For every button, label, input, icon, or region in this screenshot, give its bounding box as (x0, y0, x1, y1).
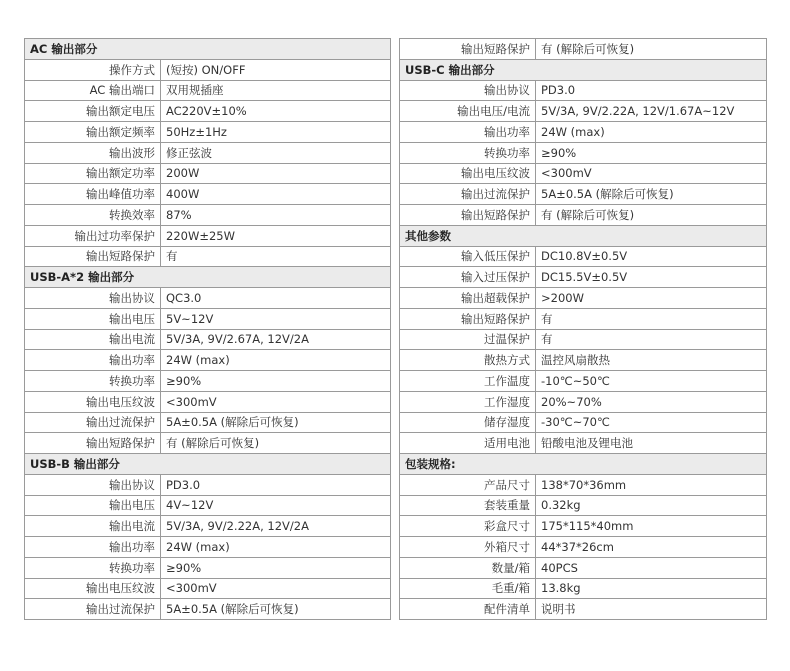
spec-value: 有 (536, 308, 767, 329)
spec-row (25, 371, 391, 392)
section-title: 包装规格: (400, 454, 767, 475)
spec-label: 输出波形 (25, 142, 161, 163)
spec-label: 散热方式 (400, 350, 536, 371)
spec-value: 有 (解除后可恢复) (536, 205, 767, 226)
spec-label: 过温保护 (400, 329, 536, 350)
spec-row (400, 599, 767, 620)
spec-label: 输出过功率保护 (25, 225, 161, 246)
spec-label: 输出功率 (25, 537, 161, 558)
right-spec-table (399, 38, 767, 620)
spec-label: 产品尺寸 (400, 474, 536, 495)
spec-value: 5V/3A, 9V/2.67A, 12V/2A (161, 329, 391, 350)
spec-row (400, 578, 767, 599)
spec-row (25, 474, 391, 495)
spec-row (25, 557, 391, 578)
spec-value: 24W (max) (536, 122, 767, 143)
spec-value: 20%~70% (536, 391, 767, 412)
spec-value: 87% (161, 205, 391, 226)
spec-value: 44*37*26cm (536, 537, 767, 558)
spec-label: 配件清单 (400, 599, 536, 620)
spec-label: 储存湿度 (400, 412, 536, 433)
spec-label: 输出电流 (25, 516, 161, 537)
spec-label: 输入过压保护 (400, 267, 536, 288)
spec-row (25, 433, 391, 454)
spec-row (25, 516, 391, 537)
spec-row (400, 267, 767, 288)
spec-row (25, 80, 391, 101)
spec-value: 200W (161, 163, 391, 184)
spec-label: 输出额定电压 (25, 101, 161, 122)
spec-value: 说明书 (536, 599, 767, 620)
spec-value: 修正弦波 (161, 142, 391, 163)
spec-row (400, 329, 767, 350)
spec-value: (短按) ON/OFF (161, 59, 391, 80)
spec-row (25, 122, 391, 143)
section-title: AC 输出部分 (25, 39, 391, 60)
spec-value: 铅酸电池及锂电池 (536, 433, 767, 454)
spec-row (400, 433, 767, 454)
spec-row (25, 495, 391, 516)
spec-row (25, 599, 391, 620)
spec-label: 输出协议 (25, 474, 161, 495)
spec-row (25, 101, 391, 122)
spec-row (400, 142, 767, 163)
section-header-row (400, 59, 767, 80)
spec-label: 输出峰值功率 (25, 184, 161, 205)
spec-value: 400W (161, 184, 391, 205)
spec-value: 138*70*36mm (536, 474, 767, 495)
spec-value: 220W±25W (161, 225, 391, 246)
spec-row (400, 39, 767, 60)
spec-value: -10℃~50℃ (536, 371, 767, 392)
spec-value: QC3.0 (161, 288, 391, 309)
spec-row (400, 391, 767, 412)
spec-value: 5A±0.5A (解除后可恢复) (161, 599, 391, 620)
spec-value: -30℃~70℃ (536, 412, 767, 433)
spec-value: 双用规插座 (161, 80, 391, 101)
spec-row (25, 163, 391, 184)
spec-row (25, 578, 391, 599)
spec-label: 输出电压/电流 (400, 101, 536, 122)
spec-value: PD3.0 (161, 474, 391, 495)
spec-row (25, 412, 391, 433)
section-title: USB-A*2 输出部分 (25, 267, 391, 288)
spec-row (400, 537, 767, 558)
spec-label: 彩盒尺寸 (400, 516, 536, 537)
spec-row (400, 474, 767, 495)
spec-value: >200W (536, 288, 767, 309)
spec-row (400, 246, 767, 267)
spec-label: 毛重/箱 (400, 578, 536, 599)
spec-row (400, 288, 767, 309)
spec-label: AC 输出端口 (25, 80, 161, 101)
spec-label: 输出协议 (400, 80, 536, 101)
spec-value: 有 (解除后可恢复) (161, 433, 391, 454)
spec-value: 175*115*40mm (536, 516, 767, 537)
spec-row (400, 371, 767, 392)
spec-value: DC15.5V±0.5V (536, 267, 767, 288)
spec-row (25, 288, 391, 309)
spec-row (25, 350, 391, 371)
spec-value: 有 (解除后可恢复) (536, 39, 767, 60)
spec-row (25, 329, 391, 350)
spec-value: ≥90% (161, 371, 391, 392)
spec-value: PD3.0 (536, 80, 767, 101)
spec-value: AC220V±10% (161, 101, 391, 122)
spec-label: 输出短路保护 (400, 205, 536, 226)
spec-label: 输出过流保护 (25, 412, 161, 433)
spec-value: 40PCS (536, 557, 767, 578)
spec-label: 输出协议 (25, 288, 161, 309)
spec-label: 转换功率 (400, 142, 536, 163)
spec-row (400, 350, 767, 371)
spec-label: 输出短路保护 (400, 39, 536, 60)
spec-label: 输出短路保护 (25, 246, 161, 267)
spec-label: 输出电压 (25, 308, 161, 329)
spec-row (25, 391, 391, 412)
spec-label: 输出短路保护 (25, 433, 161, 454)
spec-row (25, 308, 391, 329)
spec-label: 输出电压纹波 (25, 578, 161, 599)
spec-value: <300mV (161, 391, 391, 412)
spec-row (25, 225, 391, 246)
spec-label: 输出超载保护 (400, 288, 536, 309)
spec-label: 输出电流 (25, 329, 161, 350)
spec-value: 有 (536, 329, 767, 350)
spec-value: 50Hz±1Hz (161, 122, 391, 143)
spec-row (400, 184, 767, 205)
spec-value: ≥90% (536, 142, 767, 163)
spec-row (400, 205, 767, 226)
spec-label: 输入低压保护 (400, 246, 536, 267)
section-header-row (25, 267, 391, 288)
section-header-row (25, 39, 391, 60)
spec-value: 5A±0.5A (解除后可恢复) (536, 184, 767, 205)
spec-label: 工作湿度 (400, 391, 536, 412)
spec-row (400, 122, 767, 143)
spec-row (25, 205, 391, 226)
spec-label: 转换功率 (25, 557, 161, 578)
section-title: 其他参数 (400, 225, 767, 246)
spec-value: 有 (161, 246, 391, 267)
section-title: USB-C 输出部分 (400, 59, 767, 80)
spec-label: 工作温度 (400, 371, 536, 392)
section-title: USB-B 输出部分 (25, 454, 391, 475)
spec-value: 0.32kg (536, 495, 767, 516)
spec-row (400, 412, 767, 433)
spec-value: 5V/3A, 9V/2.22A, 12V/2A (161, 516, 391, 537)
spec-label: 转换效率 (25, 205, 161, 226)
spec-value: DC10.8V±0.5V (536, 246, 767, 267)
spec-row (400, 516, 767, 537)
spec-row (400, 495, 767, 516)
spec-label: 输出过流保护 (25, 599, 161, 620)
spec-label: 数量/箱 (400, 557, 536, 578)
spec-label: 输出电压 (25, 495, 161, 516)
section-header-row (400, 225, 767, 246)
spec-row (25, 537, 391, 558)
spec-row (25, 246, 391, 267)
spec-row (400, 163, 767, 184)
spec-value: 13.8kg (536, 578, 767, 599)
spec-label: 输出功率 (400, 122, 536, 143)
spec-label: 输出额定功率 (25, 163, 161, 184)
spec-value: 5V~12V (161, 308, 391, 329)
spec-value: <300mV (161, 578, 391, 599)
spec-row (25, 184, 391, 205)
spec-label: 输出过流保护 (400, 184, 536, 205)
section-header-row (400, 454, 767, 475)
spec-row (400, 101, 767, 122)
spec-value: 温控风扇散热 (536, 350, 767, 371)
spec-value: 24W (max) (161, 350, 391, 371)
spec-label: 输出短路保护 (400, 308, 536, 329)
spec-label: 输出功率 (25, 350, 161, 371)
spec-value: ≥90% (161, 557, 391, 578)
spec-label: 输出电压纹波 (400, 163, 536, 184)
spec-row (400, 557, 767, 578)
spec-label: 输出额定频率 (25, 122, 161, 143)
spec-value: 4V~12V (161, 495, 391, 516)
spec-value: 24W (max) (161, 537, 391, 558)
spec-label: 操作方式 (25, 59, 161, 80)
spec-label: 适用电池 (400, 433, 536, 454)
spec-value: <300mV (536, 163, 767, 184)
spec-label: 外箱尺寸 (400, 537, 536, 558)
spec-label: 套装重量 (400, 495, 536, 516)
spec-label: 转换功率 (25, 371, 161, 392)
spec-value: 5V/3A, 9V/2.22A, 12V/1.67A~12V (536, 101, 767, 122)
spec-row (400, 80, 767, 101)
spec-label: 输出电压纹波 (25, 391, 161, 412)
spec-row (25, 59, 391, 80)
spec-row (400, 308, 767, 329)
left-spec-table (24, 38, 391, 620)
section-header-row (25, 454, 391, 475)
spec-row (25, 142, 391, 163)
spec-value: 5A±0.5A (解除后可恢复) (161, 412, 391, 433)
